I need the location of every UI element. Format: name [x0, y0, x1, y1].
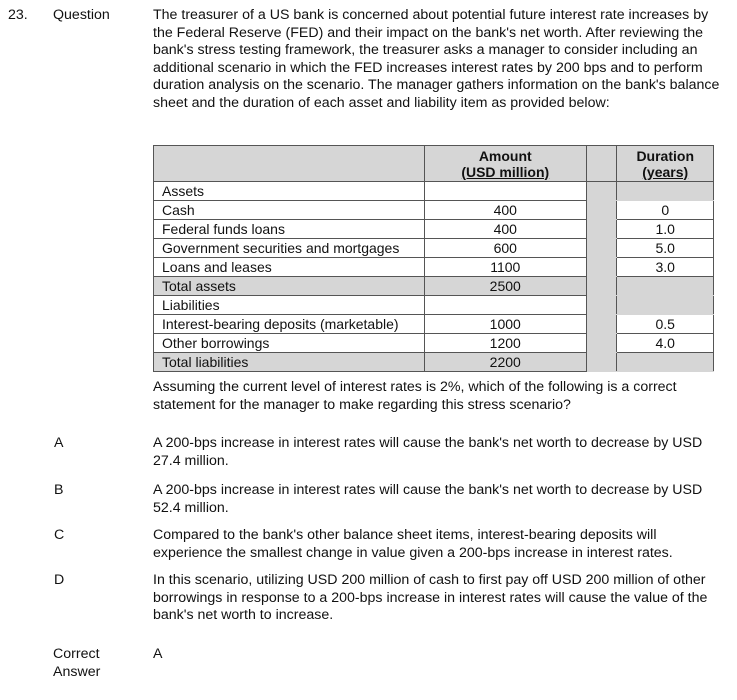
row-duration: 3.0 — [617, 258, 714, 277]
row-label: Assets — [154, 182, 425, 201]
row-label: Loans and leases — [154, 258, 425, 277]
row-duration: 0.5 — [617, 315, 714, 334]
correct-answer-label-line-2: Answer — [53, 663, 101, 680]
table-row — [154, 220, 714, 239]
row-label: Other borrowings — [154, 334, 425, 353]
row-duration — [617, 296, 714, 315]
row-label: Interest-bearing deposits (marketable) — [154, 315, 425, 334]
row-duration: 1.0 — [617, 220, 714, 239]
row-duration: 5.0 — [617, 239, 714, 258]
row-amount: 600 — [424, 239, 586, 258]
row-gap — [586, 296, 617, 315]
row-amount — [424, 182, 586, 201]
row-gap — [586, 315, 617, 334]
correct-answer-label — [53, 646, 100, 681]
option-d-letter: D — [54, 572, 65, 588]
row-duration — [617, 182, 714, 201]
row-gap — [586, 353, 617, 372]
question-stem-text: The treasurer of a US bank is concerned about potential future interest rate increases by the Federal Reserve (FED) and their impact on the bank's net worth. After reviewing the bank's stress testing framework, the treasurer asks a manager to consider including an additional scenario in which the FED increases interest rates by 200 bps and to perform duration analysis on the scenario. The manager gathers information on the bank's balance sheet and the duration of each asset and liability item as provided below: — [153, 7, 720, 111]
table-header-row — [154, 146, 714, 182]
table-header-blank — [154, 146, 425, 182]
option-c-letter: C — [54, 527, 65, 543]
row-duration — [617, 353, 714, 372]
row-duration — [617, 277, 714, 296]
row-gap — [586, 239, 617, 258]
question-prompt: Assuming the current level of interest rates is 2%, which of the following is a correct statement for the manager to make regarding this stress scenario? — [153, 379, 677, 413]
option-a-text: A 200-bps increase in interest rates will cause the bank's net worth to decrease by USD 27.4 million. — [153, 435, 703, 469]
row-amount: 1100 — [424, 258, 586, 277]
question-label: Question — [53, 7, 110, 23]
row-amount: 1200 — [424, 334, 586, 353]
amount-header-line-2: (USD million) — [461, 163, 550, 180]
row-label: Total liabilities — [154, 353, 425, 372]
table-header-gap — [586, 146, 617, 182]
table-header-duration — [617, 146, 714, 182]
amount-header-line-1: Amount — [478, 147, 532, 164]
row-gap — [586, 334, 617, 353]
row-amount — [424, 296, 586, 315]
table-row — [154, 353, 714, 372]
duration-header-line-2: (years) — [642, 163, 689, 180]
row-amount: 1000 — [424, 315, 586, 334]
option-b-text: A 200-bps increase in interest rates will cause the bank's net worth to decrease by USD 52.4 million. — [153, 482, 703, 516]
row-gap — [586, 277, 617, 296]
row-amount: 2200 — [424, 353, 586, 372]
question-stem — [153, 7, 728, 112]
table-header-amount — [424, 146, 586, 182]
option-c-text: Compared to the bank's other balance sheet items, interest-bearing deposits will experience the smallest change in value given a 200-bps increase in interest rates. — [153, 527, 673, 561]
duration-header-line-1: Duration — [636, 147, 694, 164]
correct-answer-value: A — [153, 646, 163, 662]
row-gap — [586, 182, 617, 201]
option-a-letter: A — [54, 435, 64, 451]
table-row — [154, 182, 714, 201]
row-duration: 4.0 — [617, 334, 714, 353]
table-row — [154, 201, 714, 220]
balance-sheet-table — [153, 145, 714, 372]
table-row — [154, 296, 714, 315]
table-body — [154, 182, 714, 372]
row-duration: 0 — [617, 201, 714, 220]
row-amount: 2500 — [424, 277, 586, 296]
row-label: Federal funds loans — [154, 220, 425, 239]
row-gap — [586, 258, 617, 277]
row-amount: 400 — [424, 220, 586, 239]
option-b-letter: B — [54, 482, 64, 498]
row-label: Total assets — [154, 277, 425, 296]
table-row — [154, 315, 714, 334]
row-label: Government securities and mortgages — [154, 239, 425, 258]
question-number: 23. — [8, 7, 28, 23]
row-gap — [586, 220, 617, 239]
row-label: Cash — [154, 201, 425, 220]
table-row — [154, 334, 714, 353]
correct-answer-label-line-1: Correct — [53, 646, 100, 662]
row-gap — [586, 201, 617, 220]
table-row — [154, 277, 714, 296]
row-amount: 400 — [424, 201, 586, 220]
table-row — [154, 258, 714, 277]
table-row — [154, 239, 714, 258]
row-label: Liabilities — [154, 296, 425, 315]
option-d-text: In this scenario, utilizing USD 200 million of cash to first pay off USD 200 million of other borrowings in response to a 200-bps increase in interest rates will cause the value of the bank's net worth to increase. — [153, 572, 708, 623]
